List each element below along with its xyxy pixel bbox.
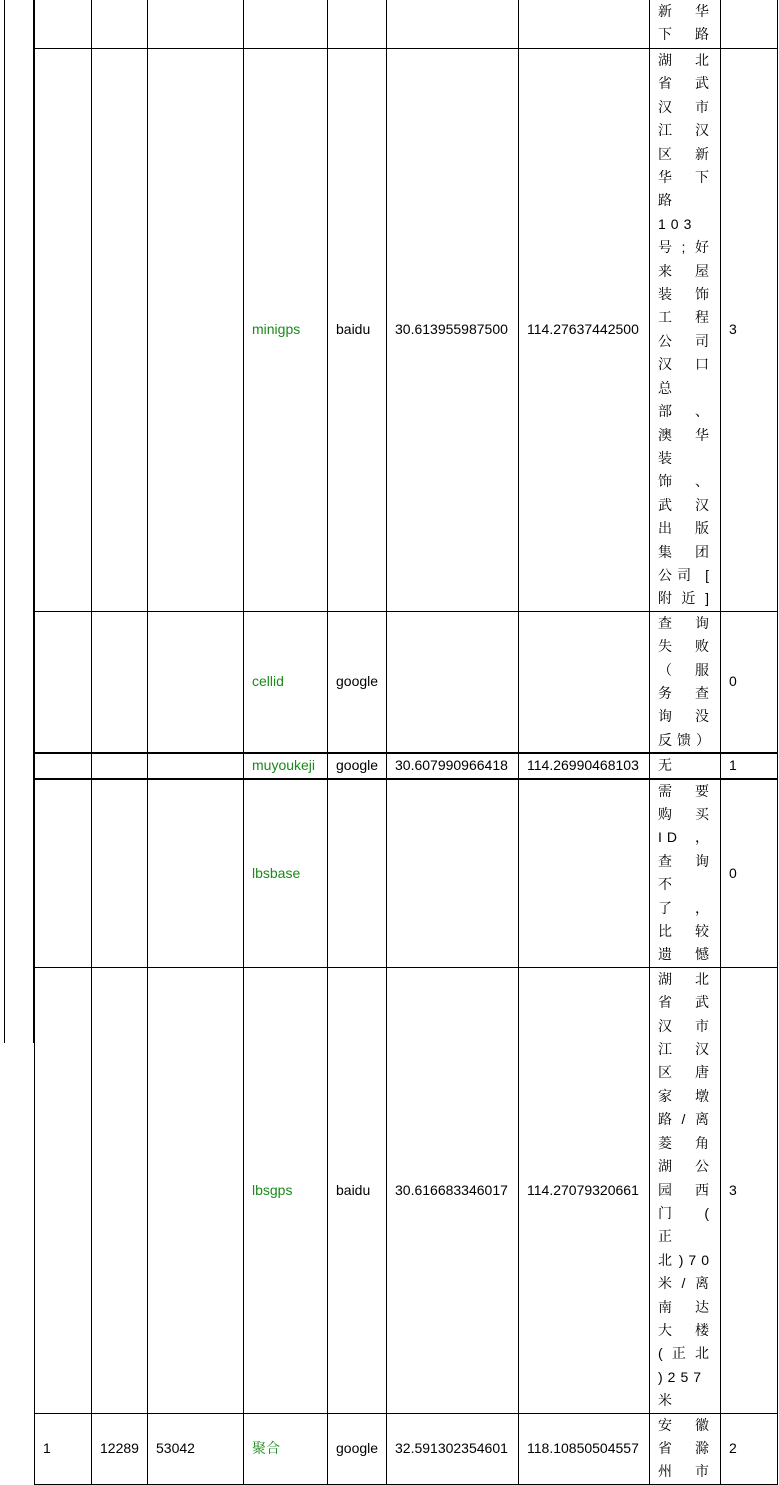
cell-address: 查询失败（服务查询没反馈） [650,611,721,753]
table-row [35,49,778,612]
cell-id-1 [35,0,92,49]
cell-address: 湖北省武汉市江汉区唐家墩路/离菱角湖公园西门 ( 正北)70 米/离南达大楼(正北 )257 米 [650,967,721,1413]
cell-address: 无 [650,753,721,778]
cell-source: muyoukeji [244,753,328,778]
cell-id-2: 12289 [92,1413,148,1484]
table-row [35,1413,778,1484]
cell-lng [519,779,650,968]
cell-source: cellid [244,611,328,753]
table-row [35,753,778,778]
cell-id-3 [148,779,244,968]
table-row [35,611,778,753]
cell-id-3: 53042 [148,1413,244,1484]
cell-count: 2 [721,1413,778,1484]
cell-count [721,0,778,49]
cell-map [328,779,387,968]
table-row [35,0,778,49]
cell-count: 0 [721,611,778,753]
cell-lng [519,611,650,753]
cell-lat: 30.616683346017 [387,967,519,1413]
page-border-line [4,0,5,1043]
cell-id-3 [148,0,244,49]
cell-id-1 [35,611,92,753]
cell-id-2 [92,611,148,753]
cell-id-3 [148,611,244,753]
cell-id-3 [148,49,244,612]
cell-id-1 [35,779,92,968]
cell-id-1 [35,967,92,1413]
cell-map [328,0,387,49]
cell-count: 3 [721,49,778,612]
cell-source: minigps [244,49,328,612]
cell-map: google [328,611,387,753]
cell-address: 新华下路 [650,0,721,49]
cell-count: 1 [721,753,778,778]
cell-lat: 30.613955987500 [387,49,519,612]
cell-lng: 114.26990468103 [519,753,650,778]
cell-id-2 [92,779,148,968]
cell-id-2 [92,49,148,612]
cell-address: 安徽省滁州市 [650,1413,721,1484]
cell-lat [387,0,519,49]
cell-map: google [328,1413,387,1484]
cell-map: google [328,753,387,778]
cell-lat: 32.591302354601 [387,1413,519,1484]
cell-id-2 [92,967,148,1413]
cell-lng: 114.27079320661 [519,967,650,1413]
cell-map: baidu [328,49,387,612]
cell-count: 0 [721,779,778,968]
cell-lng: 118.10850504557 [519,1413,650,1484]
cell-source: lbsgps [244,967,328,1413]
cell-id-2 [92,753,148,778]
location-results-table [34,0,778,1485]
cell-lat: 30.607990966418 [387,753,519,778]
cell-count: 3 [721,967,778,1413]
cell-lat [387,611,519,753]
cell-id-3 [148,967,244,1413]
cell-lat [387,779,519,968]
cell-address: 湖北省武汉市江汉区新华下路 103 号;好来屋装饰工程公司汉口总部、澳华装饰、武汉出版集团公司 [ 附近] [650,49,721,612]
cell-id-1 [35,49,92,612]
table-row [35,779,778,968]
cell-source: 聚合 [244,1413,328,1484]
table-row [35,967,778,1413]
cell-lng: 114.27637442500 [519,49,650,612]
cell-id-1: 1 [35,1413,92,1484]
cell-id-1 [35,753,92,778]
cell-source [244,0,328,49]
cell-map: baidu [328,967,387,1413]
cell-address: 需要购买 ID，查询不了，比较遗憾 [650,779,721,968]
cell-id-3 [148,753,244,778]
cell-id-2 [92,0,148,49]
cell-lng [519,0,650,49]
cell-source: lbsbase [244,779,328,968]
